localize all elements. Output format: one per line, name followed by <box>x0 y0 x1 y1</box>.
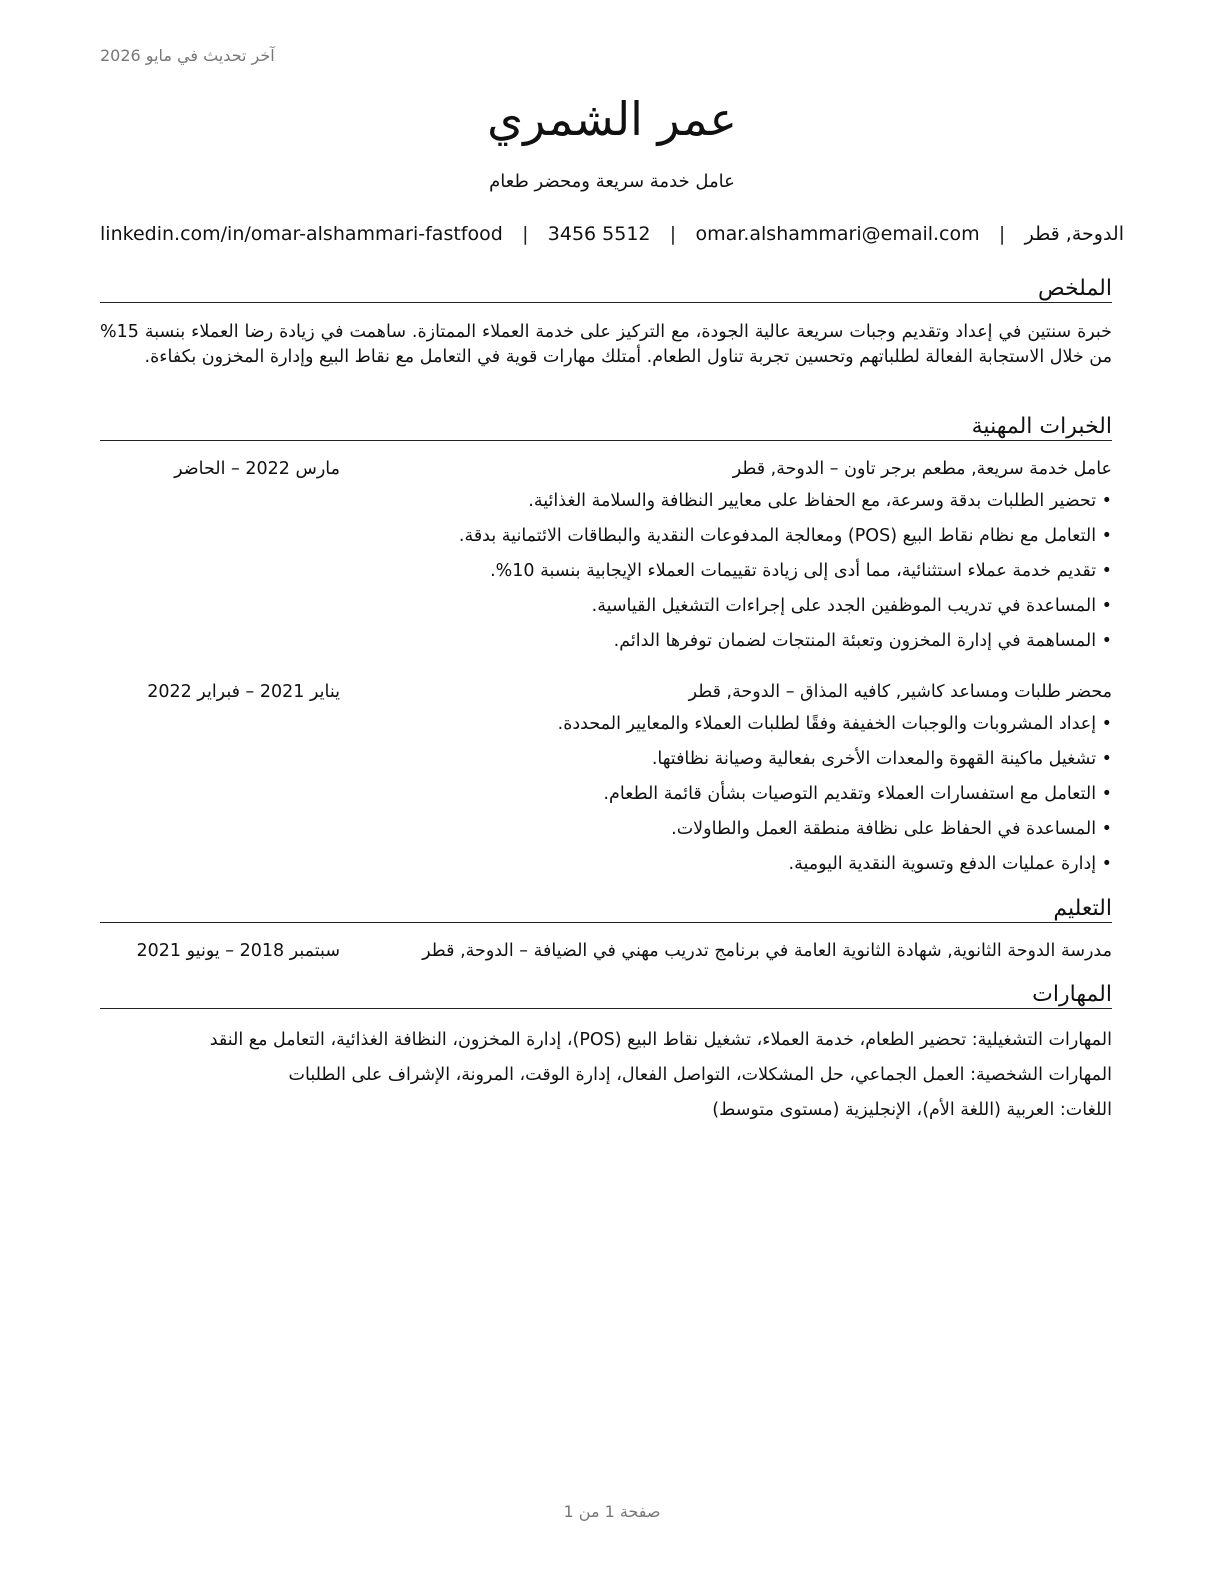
list-item: • المساعدة في تدريب الموظفين الجدد على إجراءات التشغيل القياسية. <box>459 594 1112 629</box>
contact-phone[interactable]: 3456 5512 <box>547 223 651 245</box>
contact-separator: | <box>522 223 529 245</box>
contact-separator: | <box>998 223 1006 245</box>
section-heading-experience: الخبرات المهنية <box>100 414 1112 441</box>
education-text: مدرسة الدوحة الثانوية, شهادة الثانوية العامة في برنامج تدريب مهني في الضيافة – الدوحة, قطر <box>422 941 1112 961</box>
page-number: صفحة 1 من 1 <box>563 1502 661 1521</box>
job-bullets <box>459 489 1112 664</box>
contact-linkedin[interactable]: linkedin.com/in/omar-alshammari-fastfood <box>100 223 503 245</box>
contact-bar <box>100 223 1124 245</box>
candidate-headline: عامل خدمة سريعة ومحضر طعام <box>489 171 735 192</box>
skills-line: اللغات: العربية (اللغة الأم)، الإنجليزية (مستوى متوسط) <box>712 1100 1112 1120</box>
list-item: • المساعدة في الحفاظ على نظافة منطقة العمل والطاولات. <box>558 817 1112 852</box>
contact-separator: | <box>669 223 677 245</box>
list-item: • إعداد المشروبات والوجبات الخفيفة وفقًا لطلبات العملاء والمعايير المحددة. <box>558 712 1112 747</box>
list-item: • تشغيل ماكينة القهوة والمعدات الأخرى بفعالية وصيانة نظافتها. <box>558 747 1112 782</box>
section-heading-summary: الملخص <box>100 276 1112 303</box>
last-updated-text: آخر تحديث في مايو 2026 <box>100 46 275 65</box>
summary-paragraph: خبرة سنتين في إعداد وتقديم وجبات سريعة عالية الجودة، مع التركيز على خدمة العملاء الممتازة. ساهمت في زيادة رضا العملاء بنسبة 15% من خلال الاستجابة الفعالة لطلباتهم وتحسين تجربة تناول الطعام. أمتلك مهارات قوية في التعامل مع نقاط البيع وإدارة المخزون بكفاءة. <box>100 322 1112 367</box>
candidate-name: عمر الشمري <box>487 92 737 146</box>
list-item: • تحضير الطلبات بدقة وسرعة، مع الحفاظ على معايير النظافة والسلامة الغذائية. <box>459 489 1112 524</box>
list-item: • التعامل مع نظام نقاط البيع (POS) ومعالجة المدفوعات النقدية والبطاقات الائتمانية بدقة. <box>459 524 1112 559</box>
list-item: • إدارة عمليات الدفع وتسوية النقدية اليومية. <box>558 852 1112 887</box>
skills-list <box>210 1027 1112 1132</box>
contact-location: الدوحة, قطر <box>1024 223 1124 245</box>
list-item: • المساهمة في إدارة المخزون وتعبئة المنتجات لضمان توفرها الدائم. <box>459 629 1112 664</box>
section-heading-skills: المهارات <box>100 982 1112 1009</box>
education-entry <box>100 941 1112 961</box>
list-item: • تقديم خدمة عملاء استثنائية، مما أدى إلى زيادة تقييمات العملاء الإيجابية بنسبة 10%. <box>459 559 1112 594</box>
job-title: عامل خدمة سريعة, مطعم برجر تاون – الدوحة, قطر <box>732 459 1112 479</box>
skills-line: المهارات التشغيلية: تحضير الطعام، خدمة العملاء، تشغيل نقاط البيع (POS)، إدارة المخزون، النظافة الغذائية، التعامل مع النقد <box>209 1030 1112 1050</box>
list-item: • التعامل مع استفسارات العملاء وتقديم التوصيات بشأن قائمة الطعام. <box>558 782 1112 817</box>
contact-email[interactable]: omar.alshammari@email.com <box>695 223 980 245</box>
job-title: محضر طلبات ومساعد كاشير, كافيه المذاق – الدوحة, قطر <box>688 682 1112 702</box>
job-dates: يناير 2021 – فبراير 2022 <box>147 682 340 702</box>
skills-line: المهارات الشخصية: العمل الجماعي، حل المشكلات، التواصل الفعال، إدارة الوقت، المرونة، الإشراف على الطلبات <box>288 1065 1112 1085</box>
education-dates: سبتمبر 2018 – يونيو 2021 <box>136 941 340 961</box>
job-bullets <box>558 712 1112 887</box>
job-header <box>100 459 1112 479</box>
section-heading-education: التعليم <box>100 896 1112 923</box>
job-dates: مارس 2022 – الحاضر <box>174 459 340 479</box>
job-header <box>100 682 1112 702</box>
